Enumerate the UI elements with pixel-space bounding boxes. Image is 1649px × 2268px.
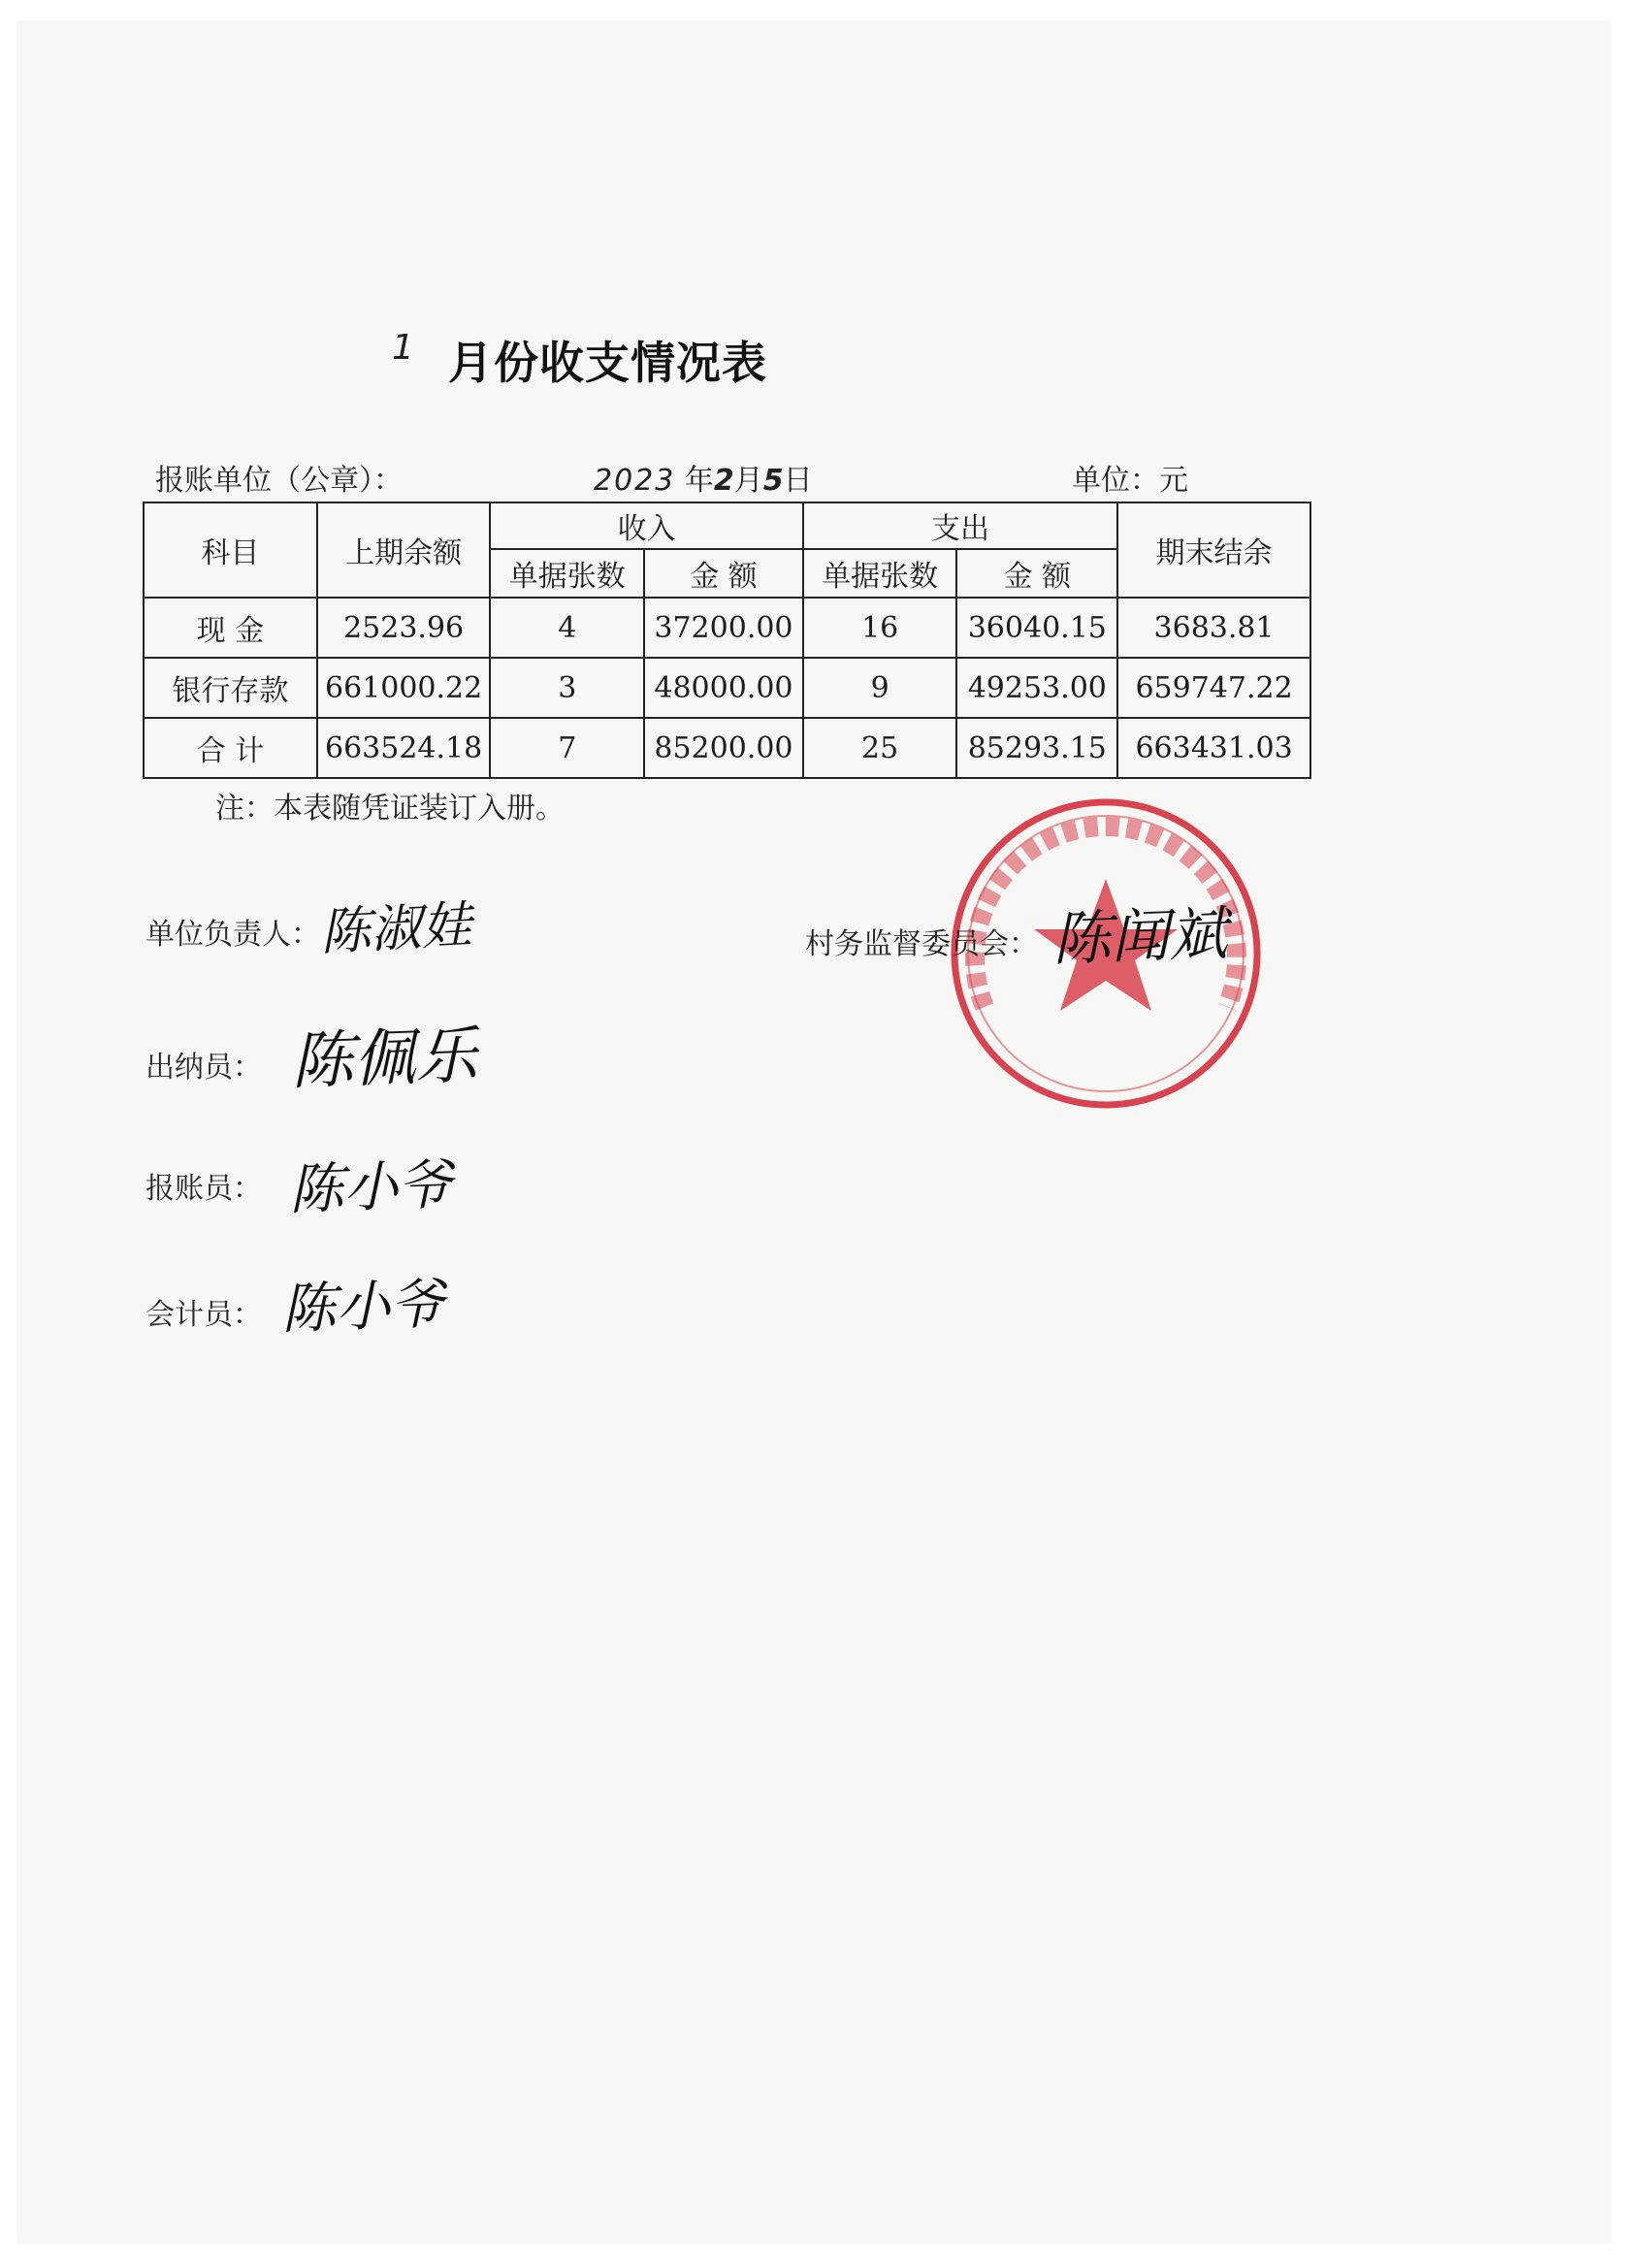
date-year-char: 年: [684, 464, 714, 498]
cell-income-amount: 48000.00: [644, 658, 803, 718]
header-income-amount: 金 额: [644, 549, 803, 598]
cell-expense-amount: 49253.00: [956, 658, 1117, 718]
title-month: 1: [392, 328, 414, 368]
accountant-signature: 陈小爷: [280, 1273, 446, 1342]
reimburser-label: 报账员：: [146, 1172, 262, 1206]
header-income-count: 单据张数: [490, 549, 644, 598]
date-month: 2: [713, 464, 734, 498]
date-month-char: 月: [733, 464, 763, 498]
cashier-label: 出纳员：: [146, 1051, 262, 1085]
village-supervision-committee-signature: 陈闻斌: [1051, 899, 1229, 975]
table-row-bank-deposit: [144, 658, 1310, 718]
village-supervision-committee-label: 村务监督委员会：: [805, 927, 1038, 961]
header-income: 收入: [490, 502, 802, 549]
cell-prev-balance: 663524.18: [317, 718, 491, 778]
header-expense-amount: 金 额: [956, 549, 1117, 598]
cell-expense-count: 16: [803, 598, 957, 658]
reimburser-signature: 陈小爷: [288, 1153, 454, 1222]
cell-expense-count: 9: [803, 658, 957, 718]
cell-income-count: 7: [490, 718, 644, 778]
cell-income-amount: 85200.00: [644, 718, 803, 778]
table-header-row-1: [144, 502, 1310, 549]
cashier-signature: 陈佩乐: [289, 1020, 479, 1099]
report-date: [594, 456, 813, 499]
cell-expense-amount: 85293.15: [956, 718, 1117, 778]
header-expense: 支出: [803, 502, 1117, 549]
cell-expense-count: 25: [803, 718, 957, 778]
cell-prev-balance: 661000.22: [317, 658, 491, 718]
binding-note: 注：本表随凭证装订入册。: [215, 792, 565, 826]
header-subject: 科目: [144, 502, 317, 598]
accountant-label: 会计员：: [146, 1298, 262, 1332]
cell-subject: 现 金: [144, 598, 317, 658]
cell-income-amount: 37200.00: [644, 598, 803, 658]
cell-subject: 银行存款: [144, 658, 317, 718]
document-paper: [17, 21, 1610, 2243]
header-expense-count: 单据张数: [803, 549, 957, 598]
title-text: 月份收支情况表: [448, 337, 767, 389]
cell-income-count: 3: [490, 658, 644, 718]
currency-unit: 单位：元: [1072, 464, 1188, 498]
cell-income-count: 4: [490, 598, 644, 658]
cell-prev-balance: 2523.96: [317, 598, 491, 658]
header-prev-balance: 上期余额: [317, 502, 491, 598]
header-end-balance: 期末结余: [1117, 502, 1310, 598]
date-day-char: 日: [783, 464, 813, 498]
reporting-unit-label: 报账单位（公章）：: [155, 464, 403, 498]
cell-end-balance: 659747.22: [1117, 658, 1310, 718]
unit-head-label: 单位负责人：: [146, 918, 320, 952]
cell-expense-amount: 36040.15: [956, 598, 1117, 658]
date-year: 2023: [594, 464, 676, 498]
cell-subject: 合 计: [144, 718, 317, 778]
date-day: 5: [762, 464, 784, 498]
income-expense-table: [143, 502, 1311, 779]
table-row-cash: [144, 598, 1310, 658]
unit-head-signature: 陈淑娃: [318, 895, 473, 963]
table-row-total: [144, 718, 1310, 778]
cell-end-balance: 663431.03: [1117, 718, 1310, 778]
cell-end-balance: 3683.81: [1117, 598, 1310, 658]
